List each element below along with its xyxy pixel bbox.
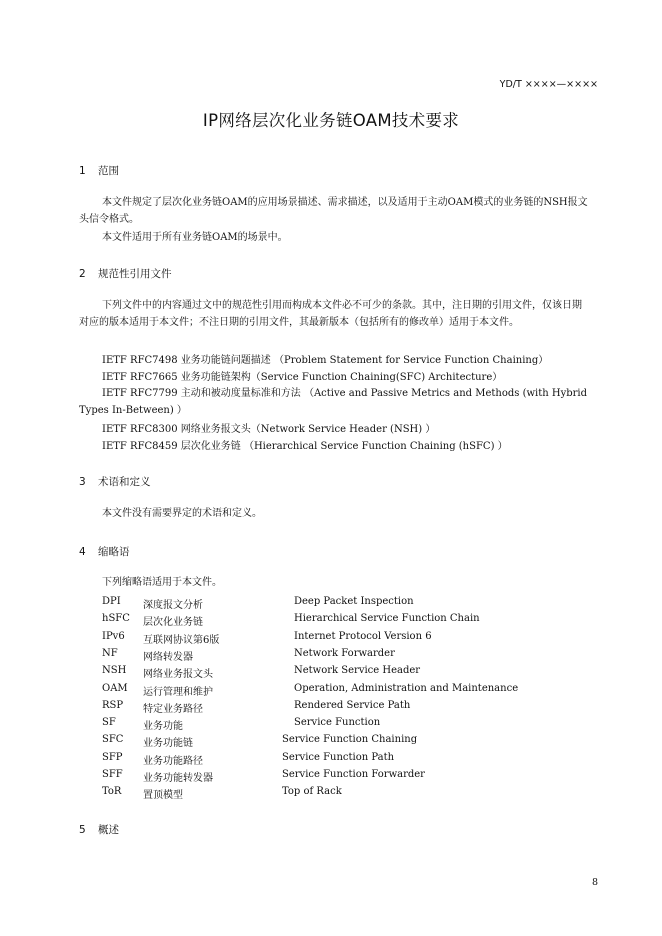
section-number: 3	[79, 476, 86, 488]
abbreviation-english: Operation, Administration and Maintenance	[294, 682, 519, 694]
abbreviation-english: Network Forwarder	[294, 647, 395, 659]
document-code: YD/T ××××—××××	[499, 79, 598, 90]
abbreviation-english: Top of Rack	[282, 786, 342, 798]
section-1-heading	[79, 163, 119, 178]
abbreviation-intro: 下列缩略语适用于本文件。	[102, 577, 222, 588]
section-number: 2	[79, 268, 86, 280]
section-number: 4	[79, 546, 86, 558]
abbreviation-english: Service Function Chaining	[282, 734, 418, 746]
abbreviation-chinese: 业务功能路径	[143, 755, 203, 767]
page-number: 8	[591, 877, 598, 888]
reference-item: IETF RFC7665 业务功能链架构（Service Function Chaining(SFC) Architecture）	[102, 372, 503, 383]
abbreviation-code: SFF	[102, 769, 123, 780]
abbreviation-english: Service Function	[294, 717, 381, 729]
section-1-paragraph-2: 本文件适用于所有业务链OAM的场景中。	[102, 232, 288, 243]
abbreviation-chinese: 业务功能转发器	[143, 773, 213, 784]
reference-item: IETF RFC7498 业务功能链问题描述 （Problem Statement for Service Function Chaining）	[102, 355, 549, 366]
reference-item: IETF RFC7799 主动和被动度量标准和方法 （Active and Passive Metrics and Methods (with Hybrid Types In-Between) ）	[79, 388, 588, 417]
section-3-heading	[79, 474, 151, 489]
abbreviation-english: Deep Packet Inspection	[294, 596, 414, 607]
abbreviation-english: Service Function Forwarder	[282, 769, 425, 780]
section-number: 1	[79, 165, 86, 177]
abbreviation-english: Rendered Service Path	[294, 699, 411, 711]
abbreviation-code: hSFC	[102, 613, 130, 625]
section-1-paragraph-1: 本文件规定了层次化业务链OAM的应用场景描述、需求描述，以及适用于主动OAM模式的业务链的NSH报文头信令格式。	[79, 197, 588, 226]
abbreviation-chinese: 业务功能链	[143, 738, 193, 750]
abbreviation-code: SFP	[102, 751, 123, 763]
abbreviation-code: SFC	[102, 734, 124, 746]
abbreviation-code: ToR	[102, 786, 122, 798]
section-2-heading	[79, 266, 172, 281]
abbreviation-code: DPI	[102, 596, 121, 607]
section-3-paragraph: 本文件没有需要界定的术语和定义。	[102, 508, 262, 519]
section-title: 概述	[98, 824, 119, 836]
abbreviation-chinese: 网络转发器	[143, 651, 193, 663]
section-title: 规范性引用文件	[98, 268, 172, 280]
section-5-heading	[79, 822, 119, 837]
abbreviation-chinese: 深度报文分析	[143, 600, 203, 611]
abbreviation-chinese: 层次化业务链	[143, 617, 203, 629]
abbreviation-code: NSH	[102, 665, 127, 677]
abbreviation-chinese: 置顶模型	[143, 790, 183, 802]
section-title: 术语和定义	[98, 476, 151, 488]
abbreviation-english: Hierarchical Service Function Chain	[294, 613, 480, 625]
section-title: 范围	[98, 165, 119, 177]
abbreviation-english: Network Service Header	[294, 665, 421, 677]
abbreviation-chinese: 网络业务报文头	[143, 669, 213, 681]
section-number: 5	[79, 824, 86, 836]
abbreviation-english: Service Function Path	[282, 751, 395, 763]
abbreviation-chinese: 互联网协议第6版	[143, 634, 220, 646]
abbreviation-code: OAM	[102, 682, 128, 694]
abbreviation-code: NF	[102, 647, 118, 659]
section-2-intro: 下列文件中的内容通过文中的规范性引用而构成本文件必不可少的条款。其中，注日期的引用文件，仅该日期对应的版本适用于本文件；不注日期的引用文件，其最新版本（包括所有的修改单）适用于本文件。	[79, 300, 582, 329]
abbreviation-english: Internet Protocol Version 6	[294, 630, 432, 642]
section-4-heading	[79, 544, 130, 559]
abbreviation-code: IPv6	[102, 630, 125, 642]
section-title: 缩略语	[98, 546, 130, 558]
abbreviation-chinese: 特定业务路径	[143, 703, 203, 715]
document-title: IP网络层次化业务链OAM技术要求	[202, 111, 460, 130]
abbreviation-chinese: 运行管理和维护	[143, 686, 213, 698]
reference-item: IETF RFC8459 层次化业务链 （Hierarchical Service Function Chaining (hSFC) ）	[102, 441, 508, 452]
abbreviation-chinese: 业务功能	[143, 721, 183, 733]
reference-item: IETF RFC8300 网络业务报文头（Network Service Header (NSH) ）	[102, 424, 436, 435]
abbreviation-code: SF	[102, 717, 116, 729]
abbreviation-code: RSP	[102, 699, 124, 711]
